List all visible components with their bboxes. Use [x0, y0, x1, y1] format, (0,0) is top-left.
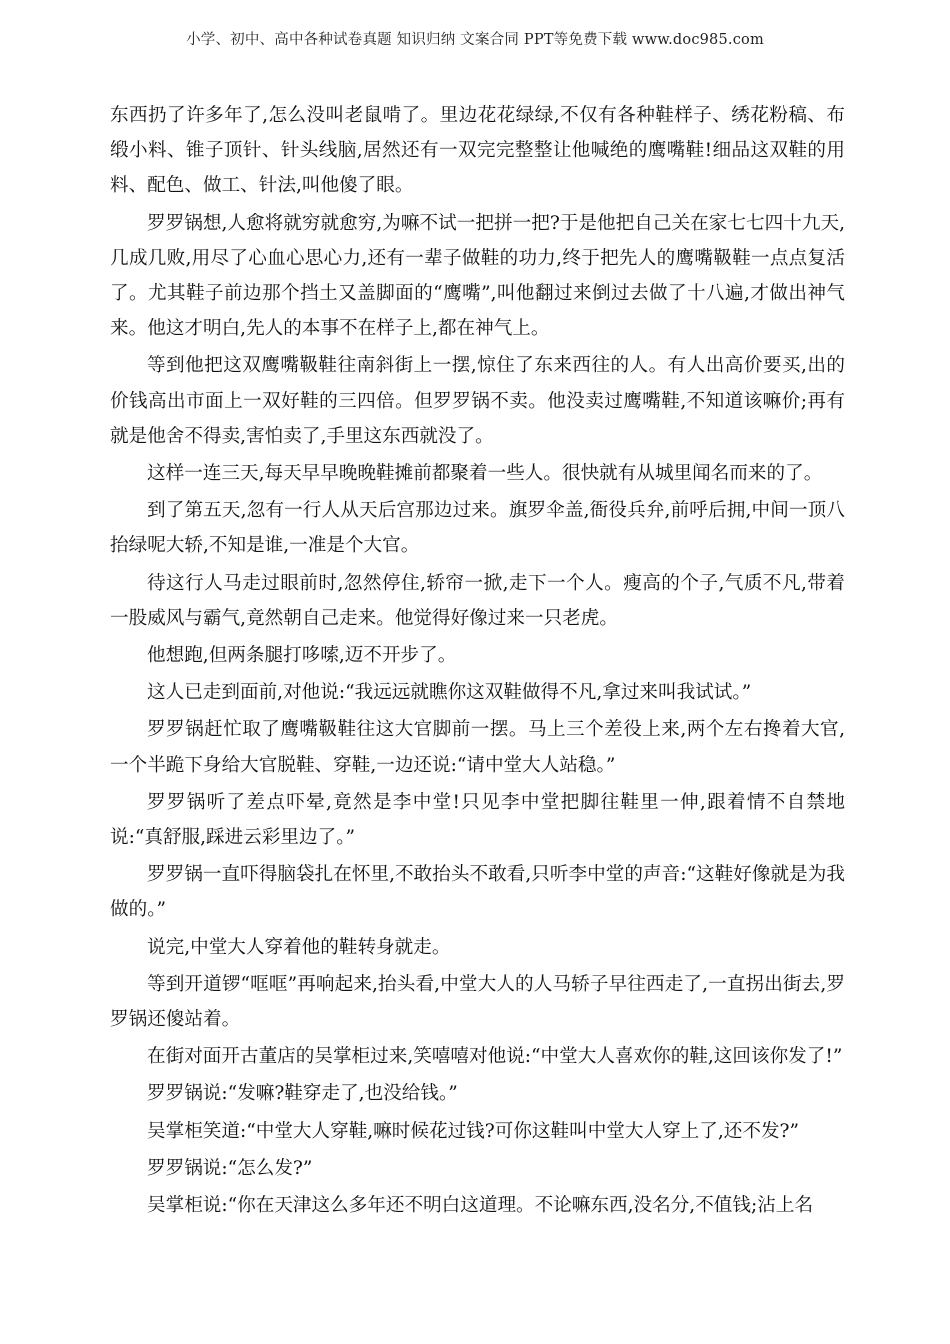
paragraph: 罗罗锅说:“怎么发?”: [147, 1157, 313, 1179]
paragraph: 吴掌柜说:“你在天津这么多年还不明白这道理。不论嘛东西,没名分,不值钱;沾上名: [147, 1195, 814, 1217]
paragraph: 等到开道锣“哐哐”再响起来,抬头看,中堂大人的人马轿子早往西走了,一直拐出街去,罗罗锅还傻站着。: [110, 973, 845, 1031]
paragraph: 罗罗锅一直吓得脑袋扎在怀里,不敢抬头不敢看,只听李中堂的声音:“这鞋好像就是为我做的。”: [110, 864, 845, 921]
paragraph: 东西扔了许多年了,怎么没叫老鼠啃了。里边花花绿绿,不仅有各种鞋样子、绣花粉稿、布缎小料、锥子顶针、针头线脑,居然还有一双完完整整让他喊绝的鹰嘴鞋!细品这双鞋的用料、配色、做工、针法,叫他傻了眼。: [110, 105, 845, 197]
paragraph: 罗罗锅赶忙取了鹰嘴靸鞋往这大官脚前一摆。马上三个差役上来,两个左右搀着大官,一个半跪下身给大官脱鞋、穿鞋,一边还说:“请中堂大人站稳。”: [110, 719, 845, 776]
paragraph: 这人已走到面前,对他说:“我远远就瞧你这双鞋做得不凡,拿过来叫我试试。”: [147, 682, 752, 704]
paragraph: 等到他把这双鹰嘴靸鞋往南斜街上一摆,惊住了东来西往的人。有人出高价要买,出的价钱高出市面上一双好鞋的三四倍。但罗罗锅不卖。他没卖过鹰嘴鞋,不知道该嘛价;再有就是他舍不得卖,害怕卖了,手里这东西就没了。: [110, 355, 845, 447]
paragraph: 到了第五天,忽有一行人从天后宫那边过来。旗罗伞盖,衙役兵弁,前呼后拥,中间一顶八抬绿呢大轿,不知是谁,一准是个大官。: [110, 500, 845, 557]
paragraph: 罗罗锅说:“发嘛?鞋穿走了,也没给钱。”: [147, 1083, 458, 1105]
paragraph: 罗罗锅听了差点吓晕,竟然是李中堂!只见李中堂把脚往鞋里一伸,跟着情不自禁地说:“真舒服,踩进云彩里边了。”: [110, 791, 845, 849]
paragraph: 在街对面开古董店的吴掌柜过来,笑嘻嘻对他说:“中堂大人喜欢你的鞋,这回该你发了!”: [147, 1046, 843, 1068]
paragraph: 罗罗锅想,人愈将就穷就愈穷,为嘛不试一把拼一把?于是他把自己关在家七七四十九天,几成几败,用尽了心血心思心力,还有一辈子做鞋的功力,终于把先人的鹰嘴靸鞋一点点复活了。尤其鞋子前边那个挡土又盖脚面的“鹰嘴”,叫他翻过来倒过去做了十八遍,才做出神气来。他这才明白,先人的本事不在样子上,都在神气上。: [110, 212, 845, 340]
paragraph: 吴掌柜笑道:“中堂大人穿鞋,嘛时候花过钱?可你这鞋叫中堂大人穿上了,还不发?”: [147, 1120, 800, 1142]
paragraph: 待这行人马走过眼前时,忽然停住,轿帘一掀,走下一个人。瘦高的个子,气质不凡,带着一股威风与霸气,竟然朝自己走来。他觉得好像过来一只老虎。: [110, 572, 845, 629]
paragraph: 说完,中堂大人穿着他的鞋转身就走。: [147, 936, 451, 958]
paragraph: 这样一连三天,每天早早晚晚鞋摊前都聚着一些人。很快就有从城里闻名而来的了。: [147, 463, 823, 485]
paragraph: 他想跑,但两条腿打哆嗦,迈不开步了。: [147, 645, 457, 667]
document-body: [110, 98, 845, 1223]
page-header: 小学、初中、高中各种试卷真题 知识归纳 文案合同 PPT等免费下载 www.doc985.com: [186, 32, 764, 48]
